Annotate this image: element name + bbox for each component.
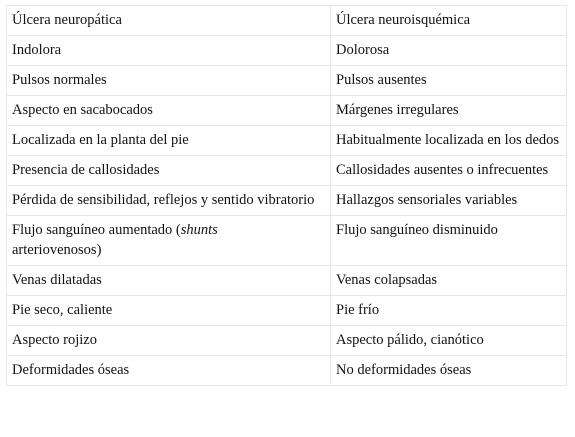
cell-neuropathic: Localizada en la planta del pie: [7, 126, 331, 156]
cell-neuroischemic: Callosidades ausentes o infrecuentes: [331, 156, 567, 186]
table-row: [7, 296, 567, 326]
table-row: [7, 326, 567, 356]
table-row: [7, 66, 567, 96]
table-row: [7, 156, 567, 186]
cell-neuroischemic: Pulsos ausentes: [331, 66, 567, 96]
cell-neuropathic: [7, 216, 331, 266]
table-row: [7, 216, 567, 266]
cell-text-open-paren: (: [175, 222, 181, 238]
cell-neuroischemic: Hallazgos sensoriales variables: [331, 186, 567, 216]
table-row: [7, 186, 567, 216]
cell-neuroischemic: No deformidades óseas: [331, 356, 567, 386]
table-row: [7, 356, 567, 386]
table-row: [7, 36, 567, 66]
table-row: [7, 126, 567, 156]
header-cell-neuropathic: Úlcera neuropática: [7, 6, 331, 36]
cell-neuropathic: Presencia de callosidades: [7, 156, 331, 186]
table-row: [7, 266, 567, 296]
cell-neuroischemic: Flujo sanguíneo disminuido: [331, 216, 567, 266]
cell-text-italic: shunts: [180, 222, 218, 238]
cell-neuropathic: Indolora: [7, 36, 331, 66]
cell-neuropathic: Deformidades óseas: [7, 356, 331, 386]
cell-neuropathic: Pulsos normales: [7, 66, 331, 96]
cell-neuroischemic: Habitualmente localizada en los dedos: [331, 126, 567, 156]
cell-neuroischemic: Pie frío: [331, 296, 567, 326]
cell-neuroischemic: Venas colapsadas: [331, 266, 567, 296]
cell-neuropathic: Aspecto rojizo: [7, 326, 331, 356]
cell-text-prefix: Flujo sanguíneo aumentado: [12, 222, 176, 238]
cell-text-close-paren: ): [96, 242, 102, 258]
comparison-table: [6, 5, 567, 386]
table-header-row: [7, 6, 567, 36]
cell-neuropathic: Aspecto en sacabocados: [7, 96, 331, 126]
header-cell-neuroischemic: Úlcera neuroisquémica: [331, 6, 567, 36]
cell-neuropathic: Pie seco, caliente: [7, 296, 331, 326]
cell-neuroischemic: Aspecto pálido, cianótico: [331, 326, 567, 356]
cell-text-suffix: arteriovenosos: [12, 242, 97, 258]
table-row: [7, 96, 567, 126]
cell-neuroischemic: Dolorosa: [331, 36, 567, 66]
cell-neuroischemic: Márgenes irregulares: [331, 96, 567, 126]
cell-neuropathic: Pérdida de sensibilidad, reflejos y sentido vibratorio: [7, 186, 331, 216]
cell-neuropathic: Venas dilatadas: [7, 266, 331, 296]
